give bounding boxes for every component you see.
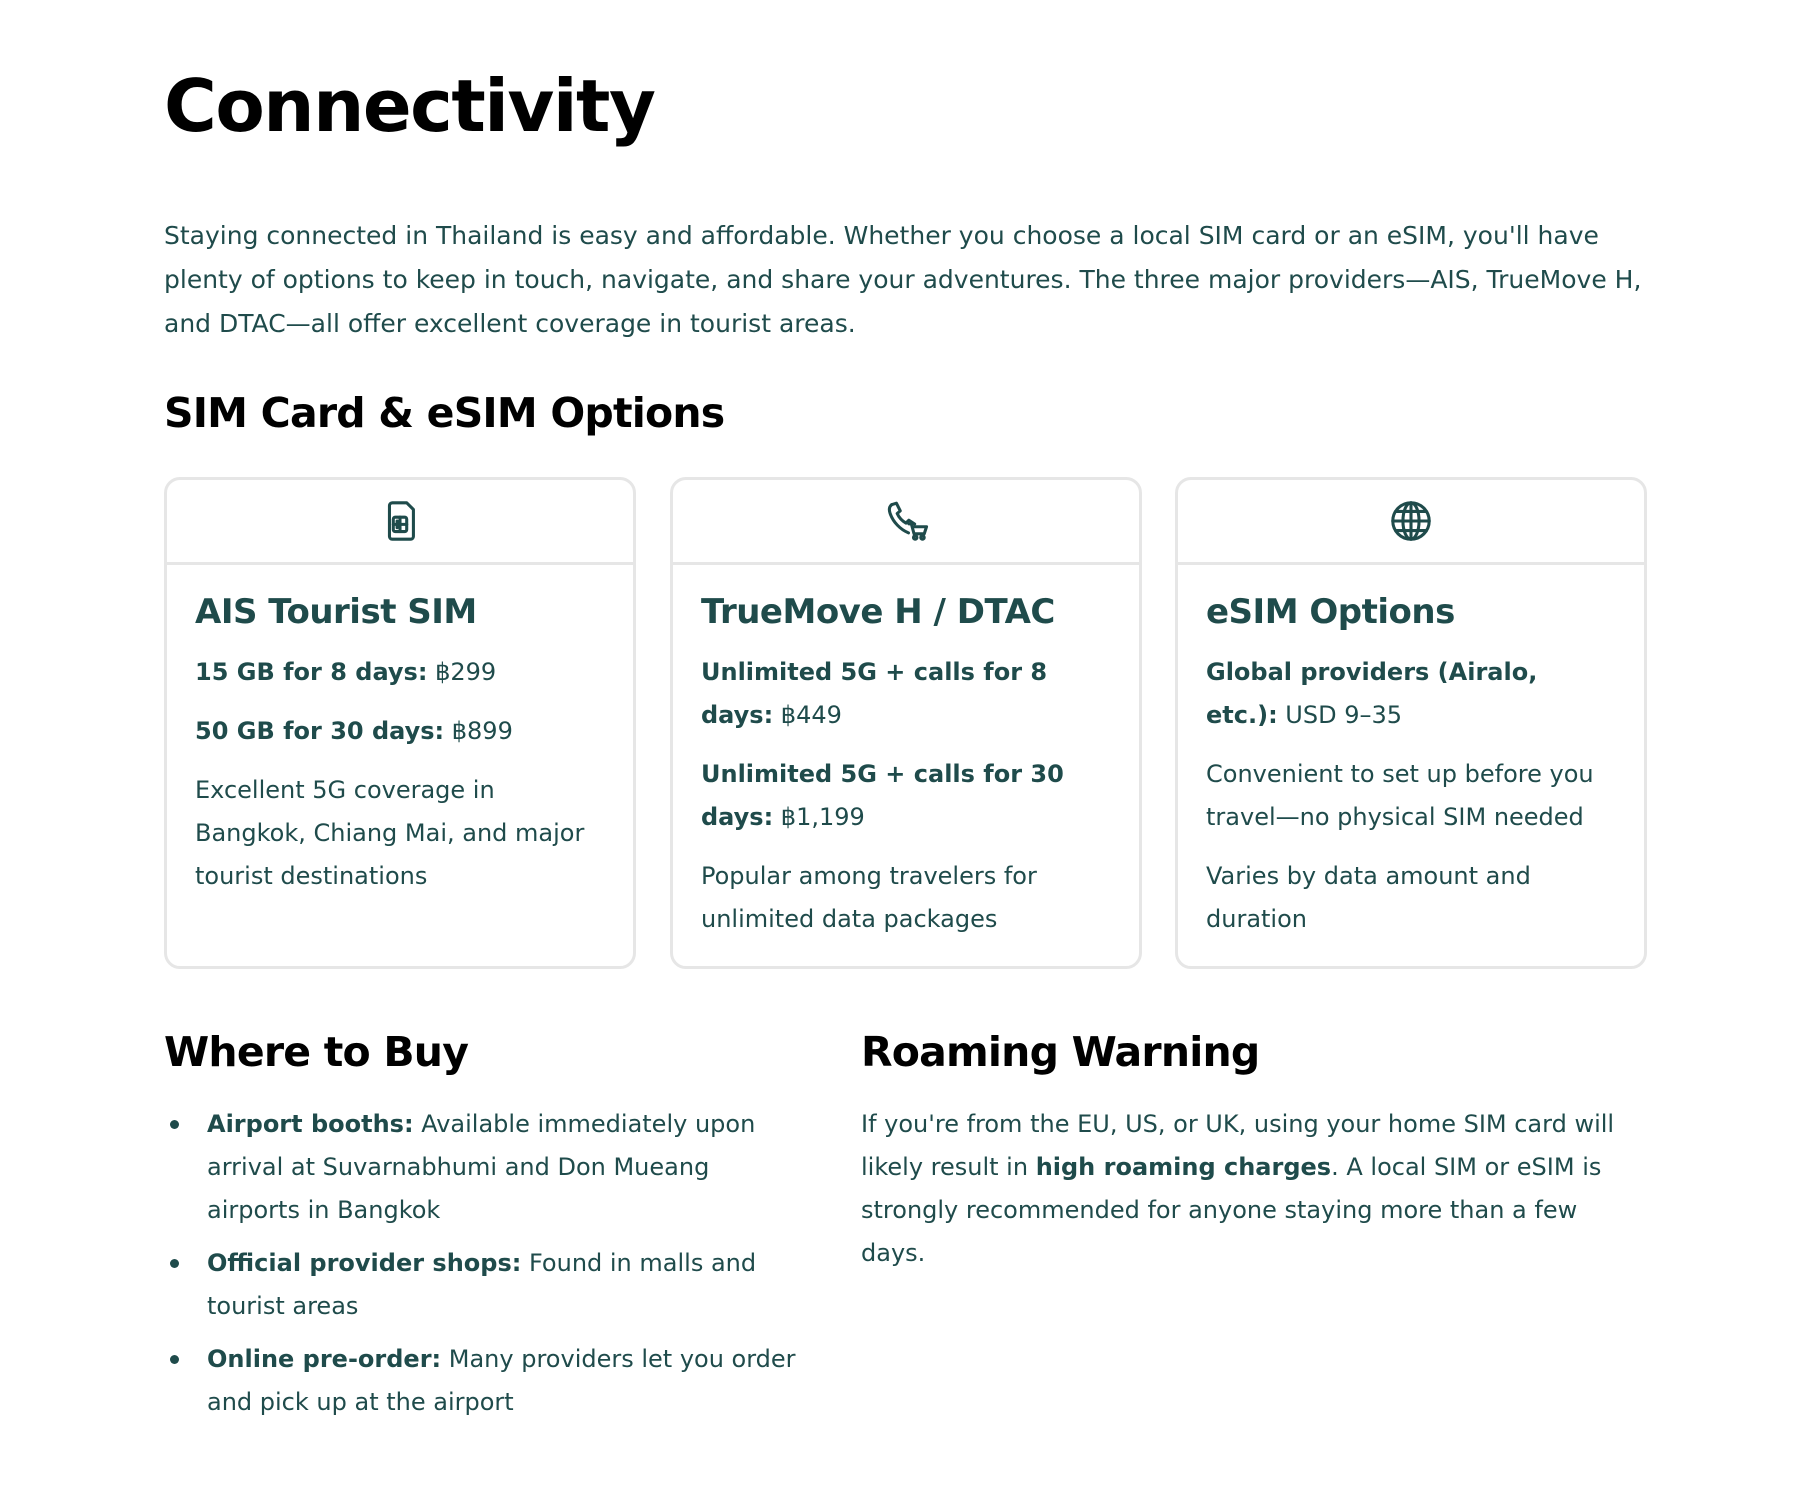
item-label: Online pre-order: bbox=[207, 1345, 442, 1373]
page-title: Connectivity bbox=[164, 64, 655, 148]
plan-line bbox=[701, 753, 1111, 839]
plan-price: ฿299 bbox=[427, 658, 497, 686]
card-ais-tourist-sim bbox=[164, 477, 636, 969]
card-header bbox=[167, 480, 633, 565]
plan-line bbox=[1206, 753, 1616, 839]
roaming-warning-section bbox=[861, 1028, 1641, 1275]
roaming-warning-text bbox=[861, 1103, 1641, 1275]
plan-line bbox=[195, 710, 605, 753]
plan-detail: Convenient to set up before you travel—no physical SIM needed bbox=[1206, 760, 1594, 831]
list-item bbox=[164, 1242, 804, 1328]
item-label: Official provider shops: bbox=[207, 1249, 522, 1277]
where-to-buy-section bbox=[164, 1028, 804, 1434]
bullet-icon bbox=[170, 1259, 179, 1268]
plan-label: 15 GB for 8 days: bbox=[195, 658, 428, 686]
card-title: TrueMove H / DTAC bbox=[701, 592, 1055, 632]
globe-icon bbox=[1388, 498, 1434, 544]
card-note: Varies by data amount and duration bbox=[1206, 862, 1531, 933]
plan-price: ฿1,199 bbox=[773, 803, 865, 831]
card-esim-options bbox=[1175, 477, 1647, 969]
roaming-text-before: If you're from the EU, US, or UK, using your home SIM card will likely result in bbox=[861, 1110, 1615, 1181]
item-text: Found in malls and tourist areas bbox=[207, 1249, 757, 1320]
plan-line bbox=[195, 651, 605, 694]
where-to-buy-list bbox=[164, 1103, 804, 1424]
roaming-text-bold: high roaming charges bbox=[1035, 1153, 1332, 1181]
item-label: Airport booths: bbox=[207, 1110, 414, 1138]
card-note: Popular among travelers for unlimited data packages bbox=[701, 862, 1037, 933]
bullet-icon bbox=[170, 1120, 179, 1129]
sim-section-title: SIM Card & eSIM Options bbox=[164, 389, 725, 437]
plan-line bbox=[1206, 651, 1616, 737]
plan-label: 50 GB for 30 days: bbox=[195, 717, 445, 745]
roaming-text-after: . A local SIM or eSIM is strongly recommended for anyone staying more than a few days. bbox=[861, 1153, 1602, 1267]
list-item bbox=[164, 1103, 804, 1232]
where-to-buy-title: Where to Buy bbox=[164, 1028, 469, 1076]
plan-price: USD 9–35 bbox=[1277, 701, 1403, 729]
item-text: Available immediately upon arrival at Suvarnabhumi and Don Mueang airports in Bangkok bbox=[207, 1110, 756, 1224]
card-title: eSIM Options bbox=[1206, 592, 1455, 632]
plan-label: Global providers (Airalo, etc.): bbox=[1206, 658, 1538, 729]
plan-price: ฿449 bbox=[773, 701, 842, 729]
phone-cart-icon bbox=[883, 498, 929, 544]
card-header bbox=[1178, 480, 1644, 565]
intro-paragraph: Staying connected in Thailand is easy and affordable. Whether you choose a local SIM card or an eSIM, you'll have plenty of options to keep in touch, navigate, and share your adventures. The three major providers—AIS, TrueMove H, and DTAC—all offer excellent coverage in tourist areas. bbox=[164, 221, 1642, 338]
plan-line bbox=[701, 651, 1111, 737]
plan-label: Unlimited 5G + calls for 8 days: bbox=[701, 658, 1048, 729]
roaming-warning-title: Roaming Warning bbox=[861, 1028, 1260, 1076]
plan-price: ฿899 bbox=[444, 717, 513, 745]
plan-label: Unlimited 5G + calls for 30 days: bbox=[701, 760, 1064, 831]
bullet-icon bbox=[170, 1355, 179, 1364]
card-truemove-dtac bbox=[670, 477, 1142, 969]
item-text: Many providers let you order and pick up at the airport bbox=[207, 1345, 796, 1416]
card-note: Excellent 5G coverage in Bangkok, Chiang Mai, and major tourist destinations bbox=[195, 776, 585, 890]
sim-cards bbox=[164, 477, 1650, 973]
card-header bbox=[673, 480, 1139, 565]
card-title: AIS Tourist SIM bbox=[195, 592, 477, 632]
sim-card-icon bbox=[377, 498, 423, 544]
list-item bbox=[164, 1338, 804, 1424]
